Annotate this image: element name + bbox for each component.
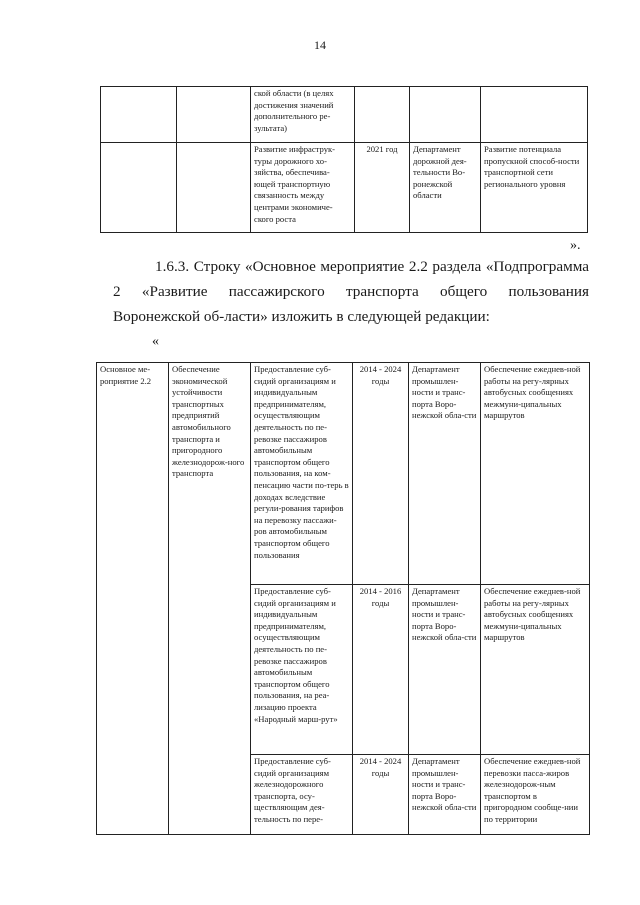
table-cell-period: 2021 год — [355, 143, 410, 233]
table-cell-activity: Развитие инфраструк-туры дорожного хо-зяйства, обеспечива-ющей транспортную связанность между центрами экономиче-ского роста — [251, 143, 355, 233]
table-cell-period: 2014 - 2016 годы — [353, 585, 409, 755]
table-main — [96, 362, 590, 835]
table-cell-main-event: Основное ме-роприятие 2.2 — [97, 363, 169, 835]
table-cell-period — [355, 87, 410, 143]
table-cell — [177, 87, 251, 143]
table-cell-main-event-name: Обеспечение экономической устойчивости транспортных предприятий автомобильного транспорта и пригородного железнодорож-ного транспорта — [169, 363, 251, 835]
table-cell-period: 2014 - 2024 годы — [353, 363, 409, 585]
closing-quote: ». — [570, 238, 581, 253]
opening-quote: « — [152, 334, 159, 349]
table-cell-executor: Департамент промышлен-ности и транс-порта Воро-нежской обла-сти — [409, 363, 481, 585]
table-cell-executor: Департамент дорожной дея-тельности Во-ронежской области — [410, 143, 481, 233]
table-cell-activity: Предоставление суб-сидий организациям и индивидуальным предпринимателям, осуществляющим деятельность по пе-ревозке пассажиров автомобильным транспортом общего пользования, на ком-пенсацию части по-терь в доходах вследствие регули-рования тарифов на перевозку пассажи-ров автомобильным транспортом общего пользования — [251, 363, 353, 585]
table-cell — [101, 87, 177, 143]
table-row — [101, 87, 588, 143]
table-row — [97, 363, 590, 585]
table-cell-executor: Департамент промышлен-ности и транс-порта Воро-нежской обла-сти — [409, 755, 481, 835]
table-cell-period: 2014 - 2024 годы — [353, 755, 409, 835]
page-number: 14 — [314, 38, 326, 52]
table-cell-result — [481, 87, 588, 143]
table-cell-result: Обеспечение ежеднев-ной работы на регу-лярных автобусных сообщениях межмуни-ципальных маршрутов — [481, 363, 590, 585]
table-cell-result: Обеспечение ежеднев-ной перевозки пасса-жиров железнодорож-ным транспортом в пригородном сообще-нии по территории — [481, 755, 590, 835]
table-cell — [101, 143, 177, 233]
table-cell-result: Обеспечение ежеднев-ной работы на регу-лярных автобусных сообщениях межмуни-ципальных маршрутов — [481, 585, 590, 755]
table-row — [101, 143, 588, 233]
table-cell-result: Развитие потенциала пропускной способ-ности транспортной сети регионального уровня — [481, 143, 588, 233]
table-cell-activity: ской области (в целях достижения значений дополнительного ре-зультата) — [251, 87, 355, 143]
paragraph-text: 1.6.3. Строку «Основное мероприятие 2.2 раздела «Подпрограмма 2 «Развитие пассажирского транспорта общего пользования Воронежской об-ласти» изложить в следующей редакции: — [113, 258, 589, 325]
table-cell-activity: Предоставление суб-сидий организациям и индивидуальным предпринимателям, осуществляющим деятельность по пе-ревозке пассажиров автомобильным транспортом общего пользования, на реа-лизацию проекта «Народный марш-рут» — [251, 585, 353, 755]
table-cell — [177, 143, 251, 233]
table-continuation — [100, 86, 588, 233]
table-cell-activity: Предоставление суб-сидий организациям железнодорожного транспорта, осу-ществляющим дея-тельность по пере- — [251, 755, 353, 835]
table-cell-executor — [410, 87, 481, 143]
table-cell-executor: Департамент промышлен-ности и транс-порта Воро-нежской обла-сти — [409, 585, 481, 755]
